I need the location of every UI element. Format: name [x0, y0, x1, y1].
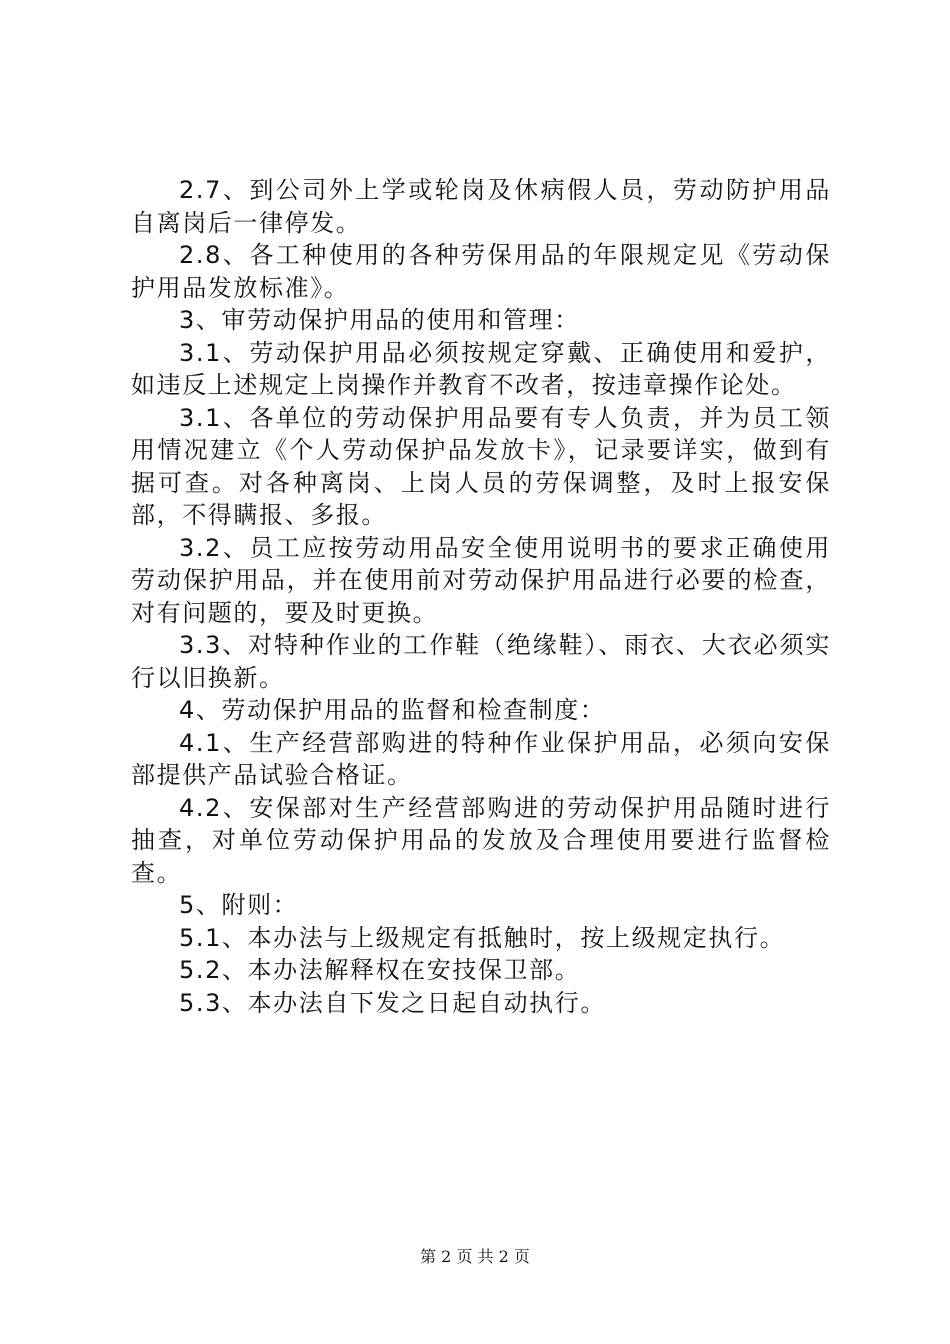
paragraph-2-7: 2.7、到公司外上学或轮岗及休病假人员，劳动防护用品自离岗后一律停发。 [131, 176, 831, 237]
section-heading-5: 5、附则： [179, 891, 299, 919]
paragraph-3-3: 3.3、对特种作业的工作鞋（绝缘鞋）、雨衣、大衣必须实行以旧换新。 [131, 631, 831, 692]
paragraph-2-8: 2.8、各工种使用的各种劳保用品的年限规定见《劳动保护用品发放标准》。 [131, 241, 831, 302]
paragraph-3-1-b: 3.1、各单位的劳动保护用品要有专人负责，并为员工领用情况建立《个人劳动保护品发放卡》，记录要详实，做到有据可查。对各种离岗、上岗人员的劳保调整，及时上报安保部，不得瞒报、多报。 [131, 403, 831, 529]
paragraph-4-1: 4.1、生产经营部购进的特种作业保护用品，必须向安保部提供产品试验合格证。 [131, 728, 831, 789]
page-number-footer: 第 2 页 共 2 页 [420, 1247, 530, 1266]
paragraph-5-1: 5.1、本办法与上级规定有抵触时，按上级规定执行。 [179, 923, 786, 952]
document-body [131, 174, 831, 1019]
paragraph-4-2: 4.2、安保部对生产经营部购进的劳动保护用品随时进行抽查，对单位劳动保护用品的发放及合理使用要进行监督检查。 [131, 793, 831, 887]
paragraph-5-2: 5.2、本办法解释权在安技保卫部。 [179, 956, 581, 984]
section-heading-4: 4、劳动保护用品的监督和检查制度： [179, 696, 606, 724]
paragraph-3-1-a: 3.1、劳动保护用品必须按规定穿戴、正确使用和爱护，如违反上述规定上岗操作并教育不改者，按违章操作论处。 [131, 338, 831, 399]
paragraph-3-2: 3.2、员工应按劳动用品安全使用说明书的要求正确使用劳动保护用品，并在使用前对劳动保护用品进行必要的检查，对有问题的，要及时更换。 [131, 533, 831, 627]
section-heading-3: 3、审劳动保护用品的使用和管理： [179, 306, 580, 334]
paragraph-5-3: 5.3、本办法自下发之日起自动执行。 [179, 988, 606, 1017]
